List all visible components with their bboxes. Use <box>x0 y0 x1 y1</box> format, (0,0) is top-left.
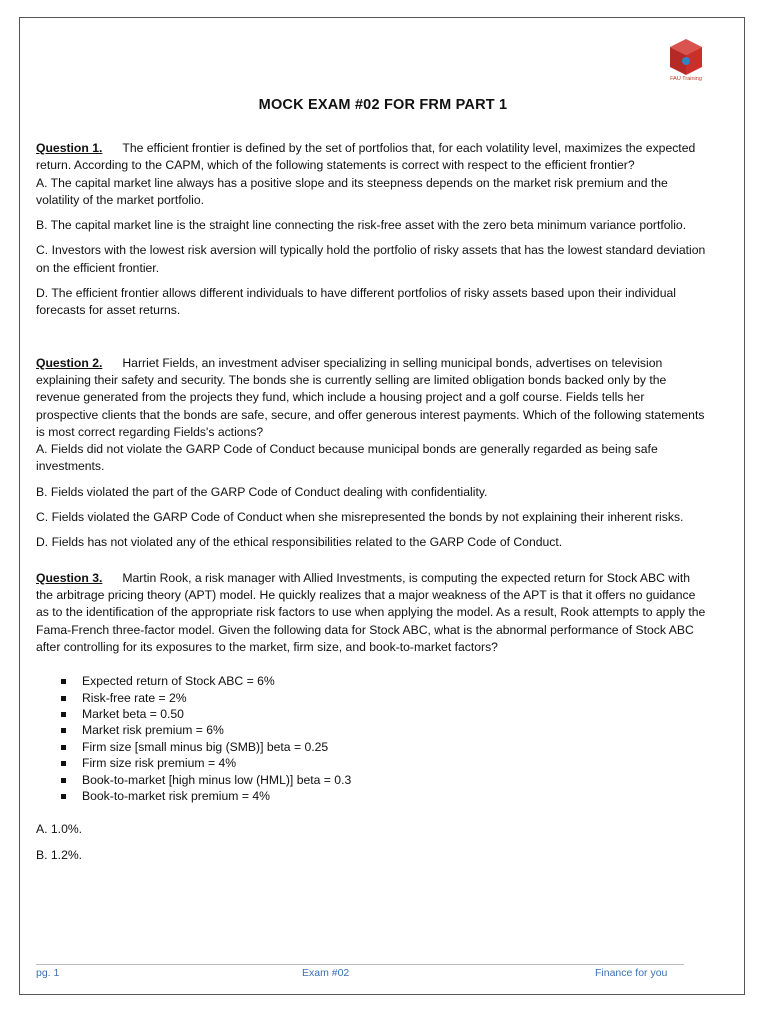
footer-tagline: Finance for you <box>595 967 668 979</box>
question-1-option-d: D. The efficient frontier allows different individuals to have different portfolios of risky assets based upon their individual forecasts for asset returns. <box>36 286 676 318</box>
question-2-stem <box>36 355 708 441</box>
question-3-stem <box>36 570 708 656</box>
question-1-option-c: C. Investors with the lowest risk aversion will typically hold the portfolio of risky assets that has the lowest standard deviation on the efficient frontier. <box>36 243 706 275</box>
data-list-item: Market risk premium = 6% <box>36 722 708 738</box>
question-2 <box>36 355 708 552</box>
data-list-item: Firm size risk premium = 4% <box>36 755 708 771</box>
data-list-item: Firm size [small minus big (SMB)] beta = 0.25 <box>36 739 708 755</box>
question-1-option-a: A. The capital market line always has a positive slope and its steepness depends on the market risk premium and the volatility of the market portfolio. <box>36 175 668 207</box>
question-3-text: Martin Rook, a risk manager with Allied Investments, is computing the expected return for Stock ABC with the arbitrage pricing theory (APT) model. He quickly realizes that a major weakness of the APT is that it offers no guidance as to the identification of the appropriate risk factors to use when applying the model. As a result, Rook attempts to apply the Fama-French three-factor model. Given the following data for Stock ABC, what is the abnormal performance of Stock ABC after controlling for its exposures to the market, firm size, and book-to-market factors? <box>36 570 706 654</box>
data-list-item: Market beta = 0.50 <box>36 706 708 722</box>
question-2-text: Harriet Fields, an investment adviser specializing in selling municipal bonds, advertises on television explaining their safety and security. The bonds she is currently selling are limited obligation bonds backed only by the revenue generated from the projects they fund, which include a housing project and a golf course. Fields tells her prospective clients that the bonds are safe, secure, and offer generous interest payments. Which of the following statements is most correct regarding Fields's actions? <box>36 355 705 439</box>
question-2-option-c: C. Fields violated the GARP Code of Conduct when she misrepresented the bonds by not explaining their inherent risks. <box>36 510 684 525</box>
question-1 <box>36 140 708 320</box>
footer-page-number: pg. 1 <box>36 967 60 979</box>
question-3-option-b: B. 1.2%. <box>36 847 83 862</box>
question-3 <box>36 570 708 864</box>
data-list-item: Risk-free rate = 2% <box>36 690 708 706</box>
document-page <box>19 17 745 995</box>
question-1-option-b: B. The capital market line is the straight line connecting the risk-free asset with the zero beta minimum variance portfolio. <box>36 218 687 233</box>
logo-text: FAU Training <box>670 76 702 82</box>
data-list-item: Book-to-market [high minus low (HML)] beta = 0.3 <box>36 772 708 788</box>
question-3-option-a: A. 1.0%. <box>36 822 83 837</box>
logo <box>656 37 716 103</box>
cube-logo-icon <box>656 37 716 77</box>
question-1-text: The efficient frontier is defined by the set of portfolios that, for each volatility level, maximizes the expected return. According to the CAPM, which of the following statements is correct with respect to the efficient frontier? <box>36 141 696 173</box>
question-2-option-b: B. Fields violated the part of the GARP Code of Conduct dealing with confidentiality. <box>36 484 488 499</box>
footer-divider <box>36 964 684 965</box>
exam-content <box>36 140 708 864</box>
question-3-data-list <box>36 673 708 804</box>
page-title: MOCK EXAM #02 FOR FRM PART 1 <box>258 97 508 113</box>
data-list-item: Book-to-market risk premium = 4% <box>36 788 708 804</box>
question-2-option-d: D. Fields has not violated any of the ethical responsibilities related to the GARP Code of Conduct. <box>36 535 563 550</box>
question-2-option-a: A. Fields did not violate the GARP Code of Conduct because municipal bonds are generally regarded as being safe investments. <box>36 442 658 474</box>
question-1-stem <box>36 140 708 175</box>
data-list-item: Expected return of Stock ABC = 6% <box>36 673 708 689</box>
question-3-label: Question 3. <box>36 570 103 585</box>
footer-exam-label: Exam #02 <box>302 967 350 979</box>
question-2-label: Question 2. <box>36 355 103 370</box>
question-1-label: Question 1. <box>36 141 103 155</box>
